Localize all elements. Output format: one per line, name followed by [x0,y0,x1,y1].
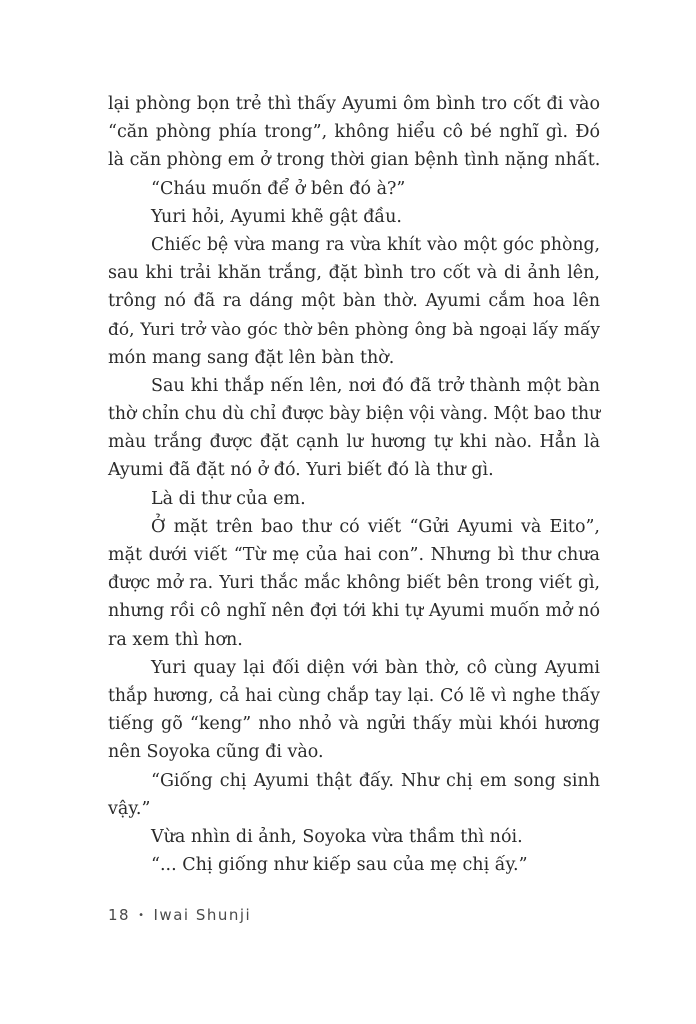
body-text [108,90,600,879]
text-line: Là di thư của em. [151,488,306,509]
text-line: được mở ra. Yuri thắc mắc không biết bên trong viết gì, [108,573,600,594]
text-line: trông nó đã ra dáng một bàn thờ. Ayumi cắm hoa lên [108,291,600,312]
page-footer [108,906,251,924]
text-line: lại phòng bọn trẻ thì thấy Ayumi ôm bình tro cốt đi vào [108,94,600,114]
text-line: nên Soyoka cũng đi vào. [108,742,324,763]
text-line: vậy.” [108,798,151,819]
text-line: tiếng gõ “keng” nho nhỏ và ngửi thấy mùi khói hương [108,714,600,735]
text-line: Yuri quay lại đối diện với bàn thờ, cô cùng Ayumi [151,657,600,678]
text-line: “căn phòng phía trong”, không hiểu cô bé nghĩ gì. Đó [108,122,600,143]
text-line: thờ chỉn chu dù chỉ được bày biện vội vàng. Một bao thư [108,404,601,425]
text-line: Yuri hỏi, Ayumi khẽ gật đầu. [151,206,402,227]
text-line: nhưng rồi cô nghĩ nên đợi tới khi tự Ayumi muốn mở nó [108,601,600,622]
text-line: “Giống chị Ayumi thật đấy. Như chị em song sinh [151,770,600,791]
text-line: màu trắng được đặt cạnh lư hương tự khi nào. Hẳn là [108,432,600,453]
text-line: sau khi trải khăn trắng, đặt bình tro cốt và di ảnh lên, [108,263,600,284]
text-line: đó, Yuri trở vào góc thờ bên phòng ông bà ngoại lấy mấy [108,319,600,340]
text-line: là căn phòng em ở trong thời gian bệnh tình nặng nhất. [108,150,601,171]
page-number: 18 [108,906,131,924]
text-line: Ở mặt trên bao thư có viết “Gửi Ayumi và Eito”, [151,516,600,537]
footer-separator: • [138,910,146,921]
text-line: Chiếc bệ vừa mang ra vừa khít vào một góc phòng, [151,234,600,255]
text-line: mặt dưới viết “Từ mẹ của hai con”. Nhưng bì thư chưa [108,545,600,565]
text-line: Sau khi thắp nến lên, nơi đó đã trở thành một bàn [151,375,600,396]
text-line: “... Chị giống như kiếp sau của mẹ chị ấy.” [151,855,528,876]
text-line: ra xem thì hơn. [108,629,243,650]
author-name: Iwai Shunji [153,906,252,924]
text-line: Ayumi đã đặt nó ở đó. Yuri biết đó là thư gì. [108,460,494,481]
text-line: “Cháu muốn để ở bên đó à?” [151,178,406,199]
text-line: món mang sang đặt lên bàn thờ. [108,347,395,368]
text-line: thắp hương, cả hai cùng chắp tay lại. Có lẽ vì nghe thấy [108,685,600,706]
text-line: Vừa nhìn di ảnh, Soyoka vừa thầm thì nói. [151,826,523,847]
